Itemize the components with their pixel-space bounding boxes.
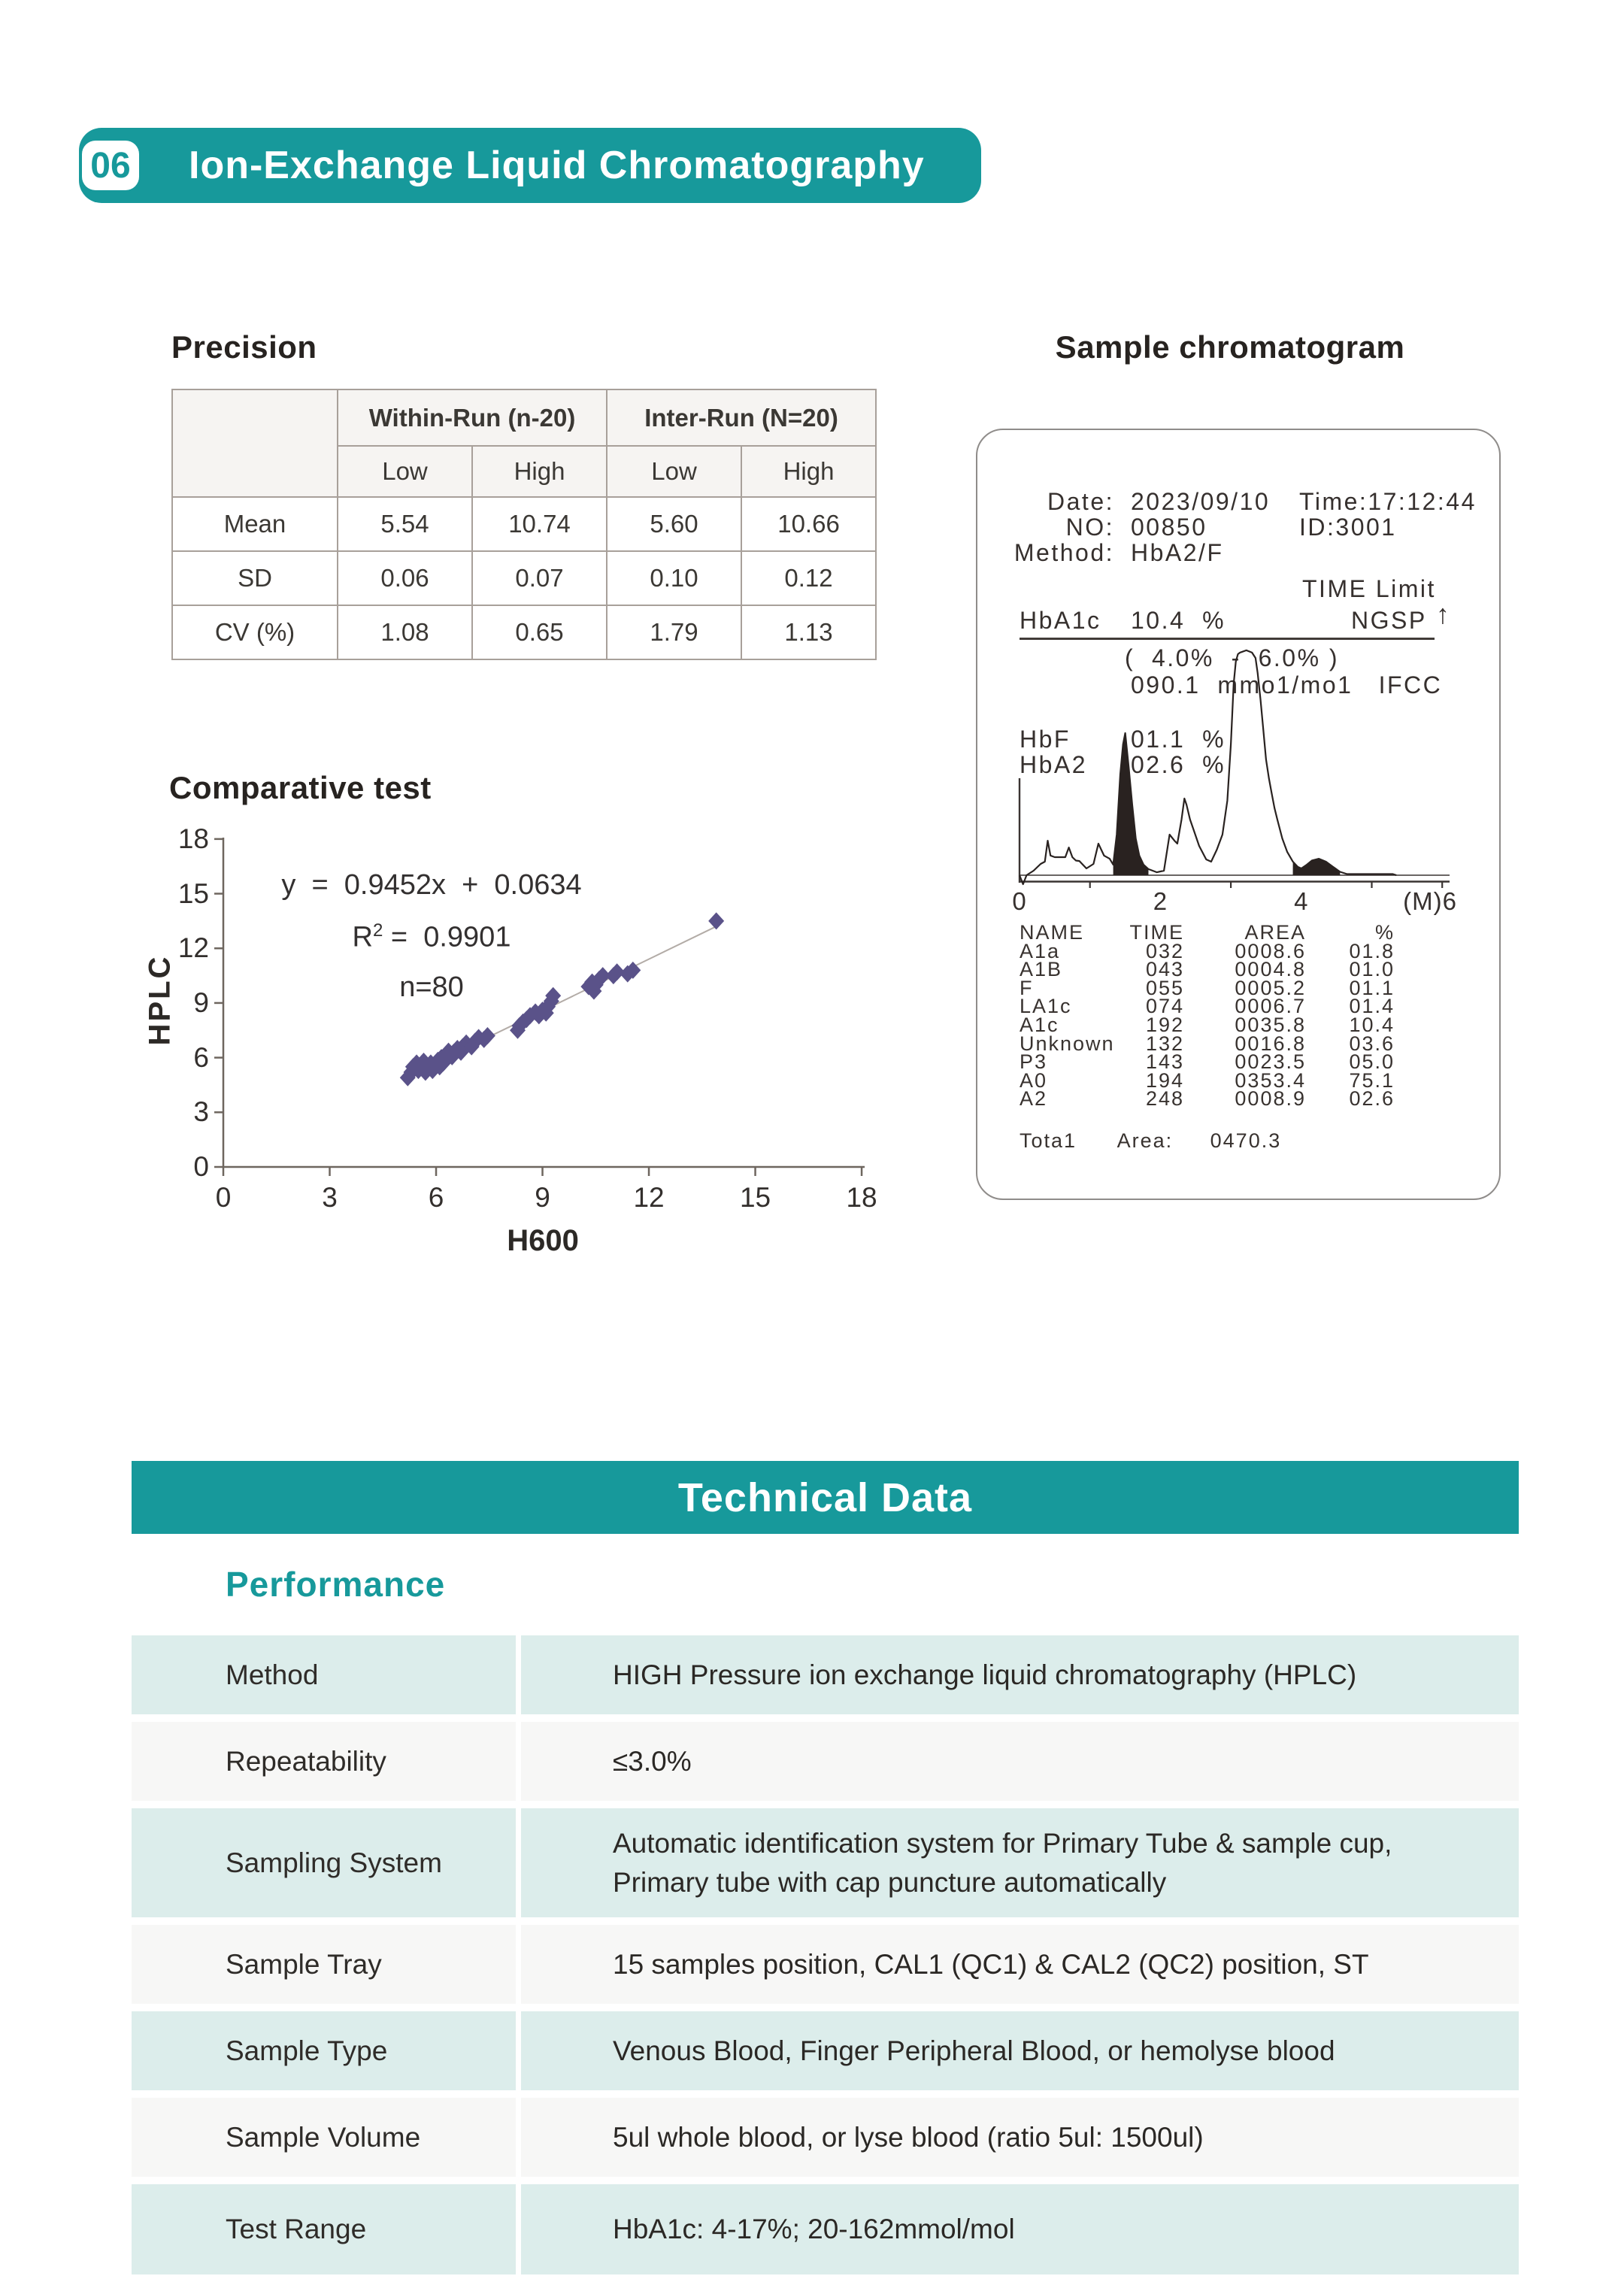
no-value: 00850	[1131, 514, 1207, 541]
chromatogram-heading: Sample chromatogram	[1055, 329, 1405, 365]
precision-cell: 0.07	[472, 551, 607, 605]
method-value: HbA2/F	[1131, 539, 1224, 566]
peak-table-header-row	[1020, 923, 1399, 942]
precision-cell: 1.13	[741, 605, 876, 659]
peak-row-F	[1020, 976, 1399, 999]
precision-group-header-row	[172, 389, 876, 446]
perf-value-line: Primary tube with cap puncture automatically	[613, 1866, 1167, 1898]
r2-sup: 2	[373, 920, 383, 941]
precision-heading: Precision	[171, 329, 317, 365]
peak-cell: 01.0	[1349, 958, 1395, 981]
scatter-x-tick-0: 0	[215, 1182, 232, 1213]
section-number: 06	[90, 145, 131, 186]
perf-value-line: 15 samples position, CAL1 (QC1) & CAL2 (QC2) position, ST	[613, 1948, 1369, 1980]
precision-cell: 0.12	[741, 551, 876, 605]
peak-row-A1a	[1020, 939, 1399, 962]
peak-header-NAME: NAME	[1020, 921, 1085, 944]
perf-row-value	[521, 1722, 1519, 1801]
peak-cell: 05.0	[1349, 1050, 1395, 1074]
scatter-ylabel: HPLC	[143, 954, 177, 1046]
perf-row-test-range	[132, 2184, 1519, 2274]
hba2-label: HbA2	[1020, 751, 1088, 778]
peak-cell: P3	[1020, 1050, 1048, 1074]
peak-cell: 055	[1145, 976, 1184, 999]
precision-corner-cell	[172, 389, 338, 497]
precision-cell: 1.79	[607, 605, 741, 659]
time-limit-label: TIME Limit	[1302, 575, 1436, 602]
peak-cell: Unknown	[1020, 1032, 1115, 1055]
hba1c-value: 10.4 %	[1131, 607, 1226, 634]
peak-cell: A2	[1020, 1087, 1048, 1111]
chromatogram-x-tick-4: 4	[1294, 887, 1309, 915]
peak-row-A1B	[1020, 960, 1399, 979]
perf-row-label: Repeatability	[132, 1722, 516, 1801]
scatter-x-tick-9: 9	[535, 1182, 550, 1213]
scatter-y-tick-6: 6	[193, 1041, 209, 1073]
peak-row-A1c	[1020, 1013, 1399, 1036]
method-label: Method:	[1013, 539, 1114, 566]
peak-cell: 194	[1145, 1068, 1184, 1092]
precision-row-SD	[172, 551, 876, 605]
scatter-points	[400, 912, 724, 1086]
r2-rest: = 0.9901	[383, 921, 511, 953]
perf-value-line: HbA1c: 4-17%; 20-162mmol/mol	[613, 2214, 1015, 2244]
precision-row-label: SD	[172, 551, 338, 605]
comparative-heading: Comparative test	[169, 770, 432, 805]
precision-group-inter-run: Inter-Run (N=20)	[607, 389, 876, 446]
peak-cell: A1B	[1020, 958, 1063, 981]
technical-data-title: Technical Data	[677, 1474, 973, 1520]
peak-cell: 0006.7	[1235, 995, 1306, 1018]
perf-row-value	[521, 1635, 1519, 1714]
no-label: NO:	[1065, 514, 1114, 541]
precision-cell: 0.06	[338, 551, 472, 605]
scatter-y-tick-18: 18	[177, 823, 209, 854]
scatter-x-tick-12: 12	[633, 1182, 665, 1213]
peak-cell: 032	[1145, 939, 1184, 962]
peak-cell: 03.6	[1349, 1032, 1395, 1055]
precision-row-CV (%)	[172, 605, 876, 659]
perf-value-line: Automatic identification system for Primary Tube & sample cup,	[613, 1827, 1392, 1859]
peak-cell: A0	[1020, 1068, 1048, 1092]
precision-sub-header-2: Low	[607, 446, 741, 497]
total-label: Tota1	[1020, 1129, 1077, 1152]
scatter-y-tick-15: 15	[177, 877, 209, 909]
peak-cell: 143	[1145, 1050, 1184, 1074]
peak-cell: 132	[1145, 1032, 1184, 1055]
peak-cell: 75.1	[1349, 1068, 1395, 1092]
scatter-point	[708, 912, 724, 929]
precision-row-label: CV (%)	[172, 605, 338, 659]
time-value: Time:17:12:44	[1299, 488, 1477, 515]
peak-cell: 0008.6	[1235, 939, 1306, 962]
peak-cell: 0008.9	[1235, 1087, 1306, 1111]
scatter-y-tick-12: 12	[177, 932, 209, 964]
precision-sub-header-3: High	[741, 446, 876, 497]
performance-heading: Performance	[226, 1565, 446, 1604]
peak-cell: 0004.8	[1235, 958, 1306, 981]
peak-cell: 01.1	[1349, 976, 1395, 999]
scatter-x-tick-6: 6	[428, 1182, 444, 1213]
perf-row-label: Sample Tray	[132, 1925, 516, 2004]
precision-table-body	[172, 497, 876, 659]
scatter-n: n=80	[399, 971, 464, 1003]
peak-row-P3	[1020, 1050, 1399, 1074]
scatter-x-tick-3: 3	[322, 1182, 338, 1213]
perf-row-sample-tray	[132, 1925, 1519, 2004]
perf-row-sample-volume	[132, 2098, 1519, 2177]
perf-value-line: 5ul whole blood, or lyse blood (ratio 5ul: 1500ul)	[613, 2121, 1204, 2153]
chromatogram-x-tick-0: 0	[1012, 887, 1027, 915]
hbf-value: 01.1 %	[1131, 726, 1226, 753]
scatter-y-tick-3: 3	[193, 1096, 209, 1128]
perf-row-label: Sampling System	[132, 1808, 516, 1917]
precision-row-Mean	[172, 497, 876, 551]
peak-cell: A1c	[1020, 1013, 1059, 1036]
precision-cell: 5.54	[338, 497, 472, 551]
total-area-line	[1020, 1129, 1281, 1153]
perf-row-sampling-system	[132, 1808, 1519, 1917]
peak-cell: 10.4	[1349, 1013, 1395, 1036]
peak-cell: 074	[1145, 995, 1184, 1018]
precision-cell: 0.10	[607, 551, 741, 605]
precision-group-within-run: Within-Run (n-20)	[338, 389, 607, 446]
precision-sub-header-1: High	[472, 446, 607, 497]
peak-cell: A1a	[1020, 939, 1061, 962]
peak-header-%: %	[1374, 921, 1395, 944]
perf-row-value	[521, 1925, 1519, 2004]
peak-row-Unknown	[1020, 1032, 1399, 1055]
perf-row-label: Test Range	[132, 2184, 516, 2274]
total-area-label: Area:	[1116, 1129, 1174, 1152]
perf-value-line: ≤3.0%	[613, 1745, 692, 1777]
peak-table	[1020, 921, 1399, 1111]
id-value: ID:3001	[1299, 514, 1397, 541]
peak-cell: 02.6	[1349, 1087, 1395, 1111]
perf-row-sample-type	[132, 2011, 1519, 2090]
perf-row-value	[521, 2184, 1519, 2274]
total-area-value: 0470.3	[1210, 1129, 1282, 1152]
section-number-badge	[82, 141, 139, 190]
precision-row-label: Mean	[172, 497, 338, 551]
date-label: Date:	[1047, 488, 1114, 515]
scatter-equation: y = 0.9452x + 0.0634	[281, 869, 582, 901]
precision-cell: 10.66	[741, 497, 876, 551]
perf-row-value	[521, 2098, 1519, 2177]
hba1c-range: ( 4.0% - 6.0% )	[1125, 644, 1340, 671]
peak-header-AREA: AREA	[1244, 921, 1306, 944]
scatter-x-tick-18: 18	[846, 1182, 877, 1213]
comparative-scatter-plot	[214, 832, 876, 1179]
section-banner	[79, 128, 981, 203]
peak-cell: F	[1020, 976, 1034, 999]
precision-cell: 0.65	[472, 605, 607, 659]
peak-cell: 043	[1145, 958, 1184, 981]
scatter-x-tick-15: 15	[739, 1182, 771, 1213]
chromatogram-trace	[1020, 650, 1396, 884]
peak-header-TIME: TIME	[1129, 921, 1184, 944]
peak-cell: 01.8	[1349, 939, 1395, 962]
r2-base: R	[352, 921, 373, 953]
scatter-y-tick-9: 9	[193, 986, 209, 1018]
peak-cell: LA1c	[1020, 995, 1072, 1018]
precision-cell: 10.74	[472, 497, 607, 551]
perf-value-line: HIGH Pressure ion exchange liquid chromatography (HPLC)	[613, 1659, 1357, 1690]
peak-row-LA1c	[1020, 997, 1399, 1016]
perf-row-method	[132, 1635, 1519, 1714]
perf-row-repeatability	[132, 1722, 1519, 1801]
peak-cell: 01.4	[1349, 995, 1395, 1018]
perf-value-line: Venous Blood, Finger Peripheral Blood, or hemolyse blood	[613, 2035, 1335, 2066]
scatter-xlabel: H600	[507, 1224, 579, 1257]
page-title: Ion-Exchange Liquid Chromatography	[189, 144, 925, 187]
hbf-label: HbF	[1020, 726, 1071, 753]
peak-row-A0	[1020, 1068, 1399, 1092]
perf-row-label: Sample Volume	[132, 2098, 516, 2177]
perf-row-value	[521, 1808, 1519, 1917]
peak-row-A2	[1020, 1087, 1399, 1111]
hba2-value: 02.6 %	[1131, 751, 1226, 778]
date-value: 2023/09/10	[1131, 488, 1271, 515]
perf-row-label: Method	[132, 1635, 516, 1714]
scatter-y-tick-0: 0	[193, 1151, 209, 1182]
peak-cell: 0016.8	[1235, 1032, 1306, 1055]
precision-cell: 5.60	[607, 497, 741, 551]
up-arrow-icon: ↑	[1436, 599, 1452, 629]
chromatogram-trace-plot	[1007, 639, 1474, 889]
peak-cell: 248	[1145, 1087, 1184, 1111]
precision-cell: 1.08	[338, 605, 472, 659]
ngsp-label: NGSP	[1351, 607, 1427, 634]
peak-cell: 0353.4	[1235, 1068, 1306, 1092]
technical-data-banner	[132, 1461, 1519, 1534]
precision-sub-header-0: Low	[338, 446, 472, 497]
perf-row-label: Sample Type	[132, 2011, 516, 2090]
hba1c-label: HbA1c	[1020, 607, 1101, 634]
ifcc-value: 090.1 mmo1/mo1 IFCC	[1131, 671, 1443, 699]
chromatogram-axis-end-label: (M)6	[1403, 887, 1457, 915]
peak-cell: 0035.8	[1235, 1013, 1306, 1036]
perf-row-value	[521, 2011, 1519, 2090]
peak-cell: 192	[1145, 1013, 1184, 1036]
precision-table	[171, 389, 877, 660]
peak-cell: 0023.5	[1235, 1050, 1306, 1074]
peak-cell: 0005.2	[1235, 976, 1306, 999]
chromatogram-x-tick-2: 2	[1153, 887, 1168, 915]
